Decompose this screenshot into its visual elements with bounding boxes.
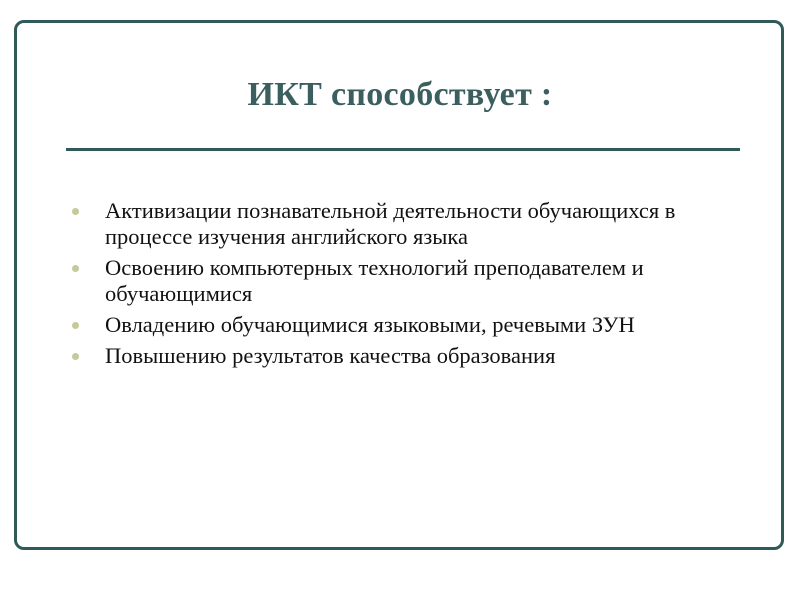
bullet-list (72, 198, 752, 374)
bullet-icon (72, 265, 79, 272)
bullet-text: Освоению компьютерных технологий преподавателем и обучающимися (105, 255, 644, 306)
bullet-icon (72, 208, 79, 215)
bullet-icon (72, 322, 79, 329)
bullet-item (72, 312, 752, 338)
bullet-text: Активизации познавательной деятельности обучающихся в процессе изучения английского языка (105, 198, 676, 249)
bullet-text: Овладению обучающимися языковыми, речевыми ЗУН (105, 312, 635, 337)
bullet-item (72, 255, 752, 307)
bullet-text: Повышению результатов качества образования (105, 343, 556, 368)
slide-title: ИКТ способствует : (247, 76, 553, 113)
bullet-item (72, 343, 752, 369)
bullet-item (72, 198, 752, 250)
bullet-icon (72, 353, 79, 360)
title-divider (66, 148, 740, 151)
